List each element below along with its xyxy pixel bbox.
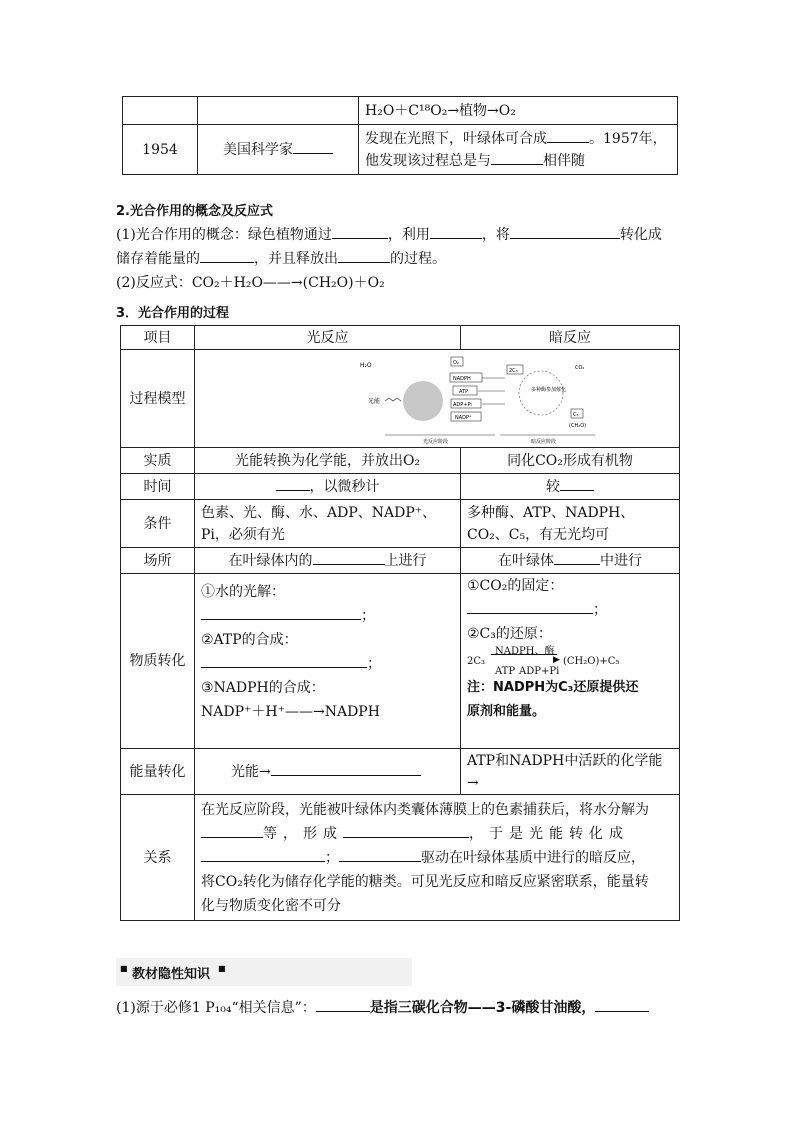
condition-dark: 多种酶、ATP、NADPH、 CO₂、C₅，有无光均可 [461, 500, 680, 548]
energy-label: 能量转化 [121, 749, 195, 795]
diagram-light-label: 光能 [368, 397, 381, 405]
light-wave-icon [385, 398, 401, 401]
essence-dark: 同化CO₂形成有机物 [461, 448, 680, 474]
hidden-knowledge-banner [116, 958, 412, 986]
diagram-nadph: NADPH [453, 375, 471, 382]
history-table [122, 96, 678, 175]
reaction-formula: (2)反应式：CO₂＋H₂O——→(CH₂O)＋O₂ [116, 275, 385, 291]
process-table [120, 325, 680, 921]
calvin-cycle-shape [519, 371, 563, 415]
history-row2-who: 美国科学家 [198, 125, 359, 175]
square-bullet-icon: ■ [120, 964, 128, 973]
eq-arrow-line [491, 654, 557, 655]
diagram-nadp: NADP⁺ [455, 414, 472, 421]
header-light: 光反应 [195, 326, 461, 350]
square-bullet-icon-2: ■ [218, 964, 226, 973]
c3-reduction-equation: 2C₃ NADPH、酶 ▶ (CH₂O)+C₅ ATP ADP+Pi [467, 646, 620, 677]
diagram-c3: 2C₃ [509, 367, 518, 374]
hidden-knowledge-title: 教材隐性知识 [132, 967, 211, 982]
condition-light: 色素、光、酶、水、ADP、NADP⁺、 Pi，必须有光 [195, 500, 461, 548]
diagram-atp: ATP [459, 388, 469, 395]
time-light: ，以微秒计 [195, 474, 461, 500]
history-row2-year: 1954 [123, 125, 198, 175]
diagram-ch2o: (CH₂O) [569, 422, 587, 429]
material-light: ①水的光解： ； ②ATP的合成： ； ③NADPH的合成： NADP⁺＋H⁺——→NADPH [195, 574, 461, 749]
diagram-h2o: H₂O [360, 361, 372, 369]
place-dark: 在叶绿体 中进行 [461, 548, 680, 574]
history-row1-col2 [198, 97, 359, 125]
eq-arrow-icon: ▶ [553, 655, 560, 665]
section2-heading: 2.光合作用的概念及反应式 [116, 204, 273, 219]
diagram-c5: C₅ [573, 411, 579, 418]
time-label: 时间 [121, 474, 195, 500]
essence-light: 光能转换为化学能，并放出O₂ [195, 448, 461, 474]
time-dark: 较 [461, 474, 680, 500]
energy-light: 光能→ [195, 749, 461, 795]
place-light: 在叶绿体内的 上进行 [195, 548, 461, 574]
material-dark: ①CO₂的固定： ； ②C₃的还原： 2C₃ NADPH、酶 ▶ (CH₂O)+C₅ ATP ADP+Pi 注：NADPH为C₃还原提供还 原剂和能量。 [461, 574, 680, 749]
model-label: 过程模型 [121, 350, 195, 448]
photosynthesis-diagram [195, 351, 679, 447]
condition-label: 条件 [121, 500, 195, 548]
diagram-dark-stage: 暗反应阶段 [531, 438, 557, 445]
model-cell [195, 350, 680, 448]
hidden-knowledge-paragraph: (1)源于必修1 P₁₀₄“相关信息”： 是指三碳化合物——3-磷酸甘油酸， [116, 997, 686, 1017]
energy-dark: ATP和NADPH中活跃的化学能 → [461, 749, 680, 795]
history-row1-col1 [123, 97, 198, 125]
concept-paragraph: (1)光合作用的概念：绿色植物通过 ，利用 ，将 转化成 储存着能量的 ，并且释放出 的过程。 (2)反应式：CO₂＋H₂O——→(CH₂O)＋O₂ [116, 223, 686, 295]
diagram-o2: O₂ [453, 359, 459, 366]
material-label: 物质转化 [121, 574, 195, 749]
history-row2-desc: 发现在光照下，叶绿体可合成 。1957年， 他发现该过程总是与 相伴随 [359, 125, 678, 175]
thylakoid-shape [403, 381, 443, 421]
relation-text: 在光反应阶段，光能被叶绿体内类囊体薄膜上的色素捕获后，将水分解为 等，形成 ，于是光能转化成 ； 驱动在叶绿体基质中进行的暗反应， 将CO₂转化为储存化学能的糖类。可见光反应和暗反应紧密联系，能量转 化与物质变化密不可分 [195, 795, 680, 921]
diagram-co2: CO₂ [575, 364, 585, 371]
history-row1-col3: H₂O＋C¹⁸O₂→植物→O₂ [359, 97, 678, 125]
diagram-adp: ADP+Pi [453, 401, 472, 408]
essence-label: 实质 [121, 448, 195, 474]
section3-heading: 3．光合作用的过程 [116, 306, 230, 321]
header-item: 项目 [121, 326, 195, 350]
place-label: 场所 [121, 548, 195, 574]
header-dark: 暗反应 [461, 326, 680, 350]
relation-label: 关系 [121, 795, 195, 921]
diagram-light-stage: 光反应阶段 [423, 438, 449, 445]
diagram-cycle: 多种酶参加催化 [531, 386, 567, 393]
